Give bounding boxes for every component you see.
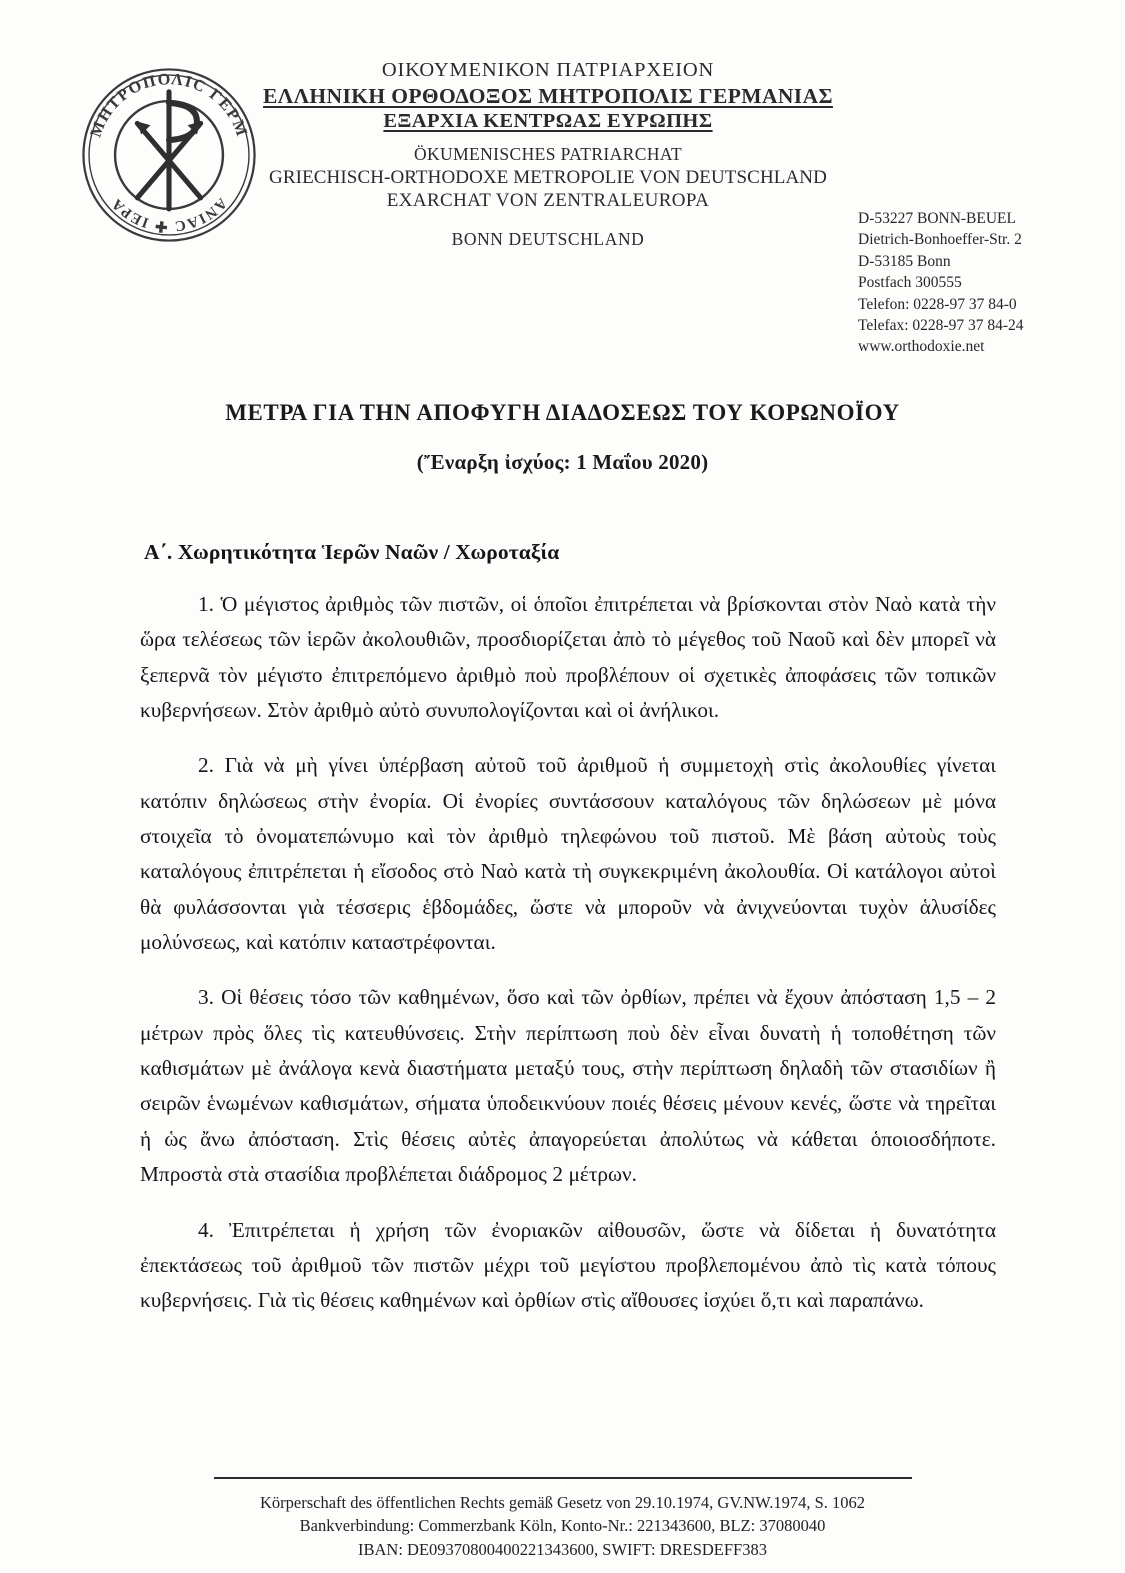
page-footer (0, 1477, 1125, 1561)
address-line-postcode-city: D-53227 BONN-BEUEL (858, 210, 1016, 227)
orthodox-metropolis-seal-icon (76, 62, 262, 248)
organization-names (248, 58, 848, 250)
document-subtitle: (Ἔναρξη ἰσχύος: 1 Μαΐου 2020) (416, 450, 709, 474)
letterhead (0, 0, 1125, 356)
org-german-line-2: GRIECHISCH-ORTHODOXE METROPOLIE VON DEUTSCHLAND (269, 166, 827, 188)
svg-text:ANIAC ✚ IEPA: ANIAC ✚ IEPA (108, 194, 230, 235)
contact-address-block (858, 208, 1024, 358)
body-paragraph-1: 1. Ὁ μέγιστος ἀριθμὸς τῶν πιστῶν, οἱ ὁποῖοι ἐπιτρέπεται νὰ βρίσκονται στὸν Ναὸ κατὰ τὴν ὥρα τελέσεως τῶν ἱερῶν ἀκολουθιῶν, προσδιορίζεται ἀπὸ τὸ μέγεθος τοῦ Ναοῦ καὶ δὲν μπορεῖ νὰ ξεπερνᾶ τὸν μέγιστο ἐπιτρεπόμενο ἀριθμὸ ποὺ προβλέπουν οἱ σχετικὲς ἀποφάσεις τῶν τοπικῶν κυβερνήσεων. Στὸν ἀριθμὸ αὐτὸ συνυπολογίζονται καὶ οἱ ἀνήλικοι. (140, 592, 996, 723)
svg-text:ΜΗΤΡΟΠΟΛΙC ΓΕΡΜ: ΜΗΤΡΟΠΟΛΙC ΓΕΡΜ (86, 70, 252, 140)
body-paragraph-3: 3. Οἱ θέσεις τόσο τῶν καθημένων, ὅσο καὶ τῶν ὀρθίων, πρέπει νὰ ἔχουν ἀπόσταση 1,5 – 2 μέτρων πρὸς ὅλες τὶς κατευθύνσεις. Στὴν περίπτωση ποὺ δὲν εἶναι δυνατὴ ἡ τοποθέτηση τῶν καθισμάτων μὲ ἀνάλογα κενὰ διαστήματα μεταξύ τους, στὴν περίπτωση δηλαδὴ τῶν στασιδίων ἢ σειρῶν ἑνωμένων καθισμάτων, σήματα ὑποδεικνύουν ποιές θέσεις μένουν κενές, ὥστε νὰ τηρεῖται ἡ ὡς ἄνω ἀπόσταση. Στὶς θέσεις αὐτὲς ἀπαγορεύεται ἀπολύτως νὰ κάθεται ὁποιοσδήποτε. Μπροστὰ στὰ στασίδια προβλέπεται διάδρομος 2 μέτρων. (140, 985, 996, 1187)
section-heading-a: Α΄. Χωρητικότητα Ἱερῶν Ναῶν / Χωροταξία (144, 540, 560, 564)
footer-legal-line: Körperschaft des öffentlichen Rechts gemäß Gesetz von 29.10.1974, GV.NW.1974, S. 1062 (259, 1492, 866, 1512)
address-line-street: Dietrich-Bonhoeffer-Str. 2 (858, 231, 1022, 249)
org-greek-line-1: ΟΙΚΟΥΜΕΝΙΚΟΝ ΠΑΤΡΙΑΡΧΕΙΟΝ (381, 59, 715, 81)
address-line-telephone: Telefon: 0228-97 37 84-0 (858, 295, 1017, 313)
body-paragraph-4: 4. Ἐπιτρέπεται ἡ χρήση τῶν ἐνοριακῶν αἰθουσῶν, ὥστε νὰ δίδεται ἡ δυνατότητα ἐπεκτάσεως τοῦ ἀριθμοῦ τῶν πιστῶν μέχρι τοῦ μεγίστου προβλεπομένου ἀπὸ τὶς κατὰ τόπους κυβερνήσεις. Γιὰ τὶς θέσεις καθημένων καὶ ὀρθίων στὶς αἴθουσες ἰσχύει ὅ,τι καὶ παραπάνω. (140, 1217, 996, 1313)
address-line-postfach: Postfach 300555 (858, 274, 962, 292)
footer-divider (214, 1477, 912, 1479)
address-line-website[interactable]: www.orthodoxie.net (858, 338, 985, 356)
footer-bank-line: Bankverbindung: Commerzbank Köln, Konto-Nr.: 221343600, BLZ: 37080040 (299, 1516, 826, 1536)
address-line-telefax: Telefax: 0228-97 37 84-24 (858, 316, 1024, 334)
address-line-postcode-bonn: D-53185 Bonn (858, 252, 951, 270)
document-title: ΜΕΤΡΑ ΓΙΑ ΤΗΝ ΑΠΟΦΥΓΗ ΔΙΑΔΟΣΕΩΣ ΤΟΥ ΚΟΡΩΝΟΪΟΥ (225, 400, 900, 425)
document-body (140, 540, 996, 1319)
org-german-line-3: EXARCHAT VON ZENTRALEUROPA (386, 189, 710, 211)
org-greek-line-2: ΕΛΛΗΝΙΚΗ ΟΡΘΟΔΟΞΟΣ ΜΗΤΡΟΠΟΛΙΣ ΓΕΡΜΑΝΙΑΣ (263, 84, 833, 108)
org-german-line-1: ÖKUMENISCHES PATRIARCHAT (413, 144, 683, 165)
org-city-line: BONN DEUTSCHLAND (451, 228, 645, 249)
org-greek-line-3: ΕΞΑΡΧΙΑ ΚΕΝΤΡΩΑΣ ΕΥΡΩΠΗΣ (383, 110, 713, 133)
footer-iban-line: IBAN: DE09370800400221343600, SWIFT: DRESDEFF383 (358, 1539, 767, 1559)
body-paragraph-2: 2. Γιὰ νὰ μὴ γίνει ὑπέρβαση αὐτοῦ τοῦ ἀριθμοῦ ἡ συμμετοχὴ στὶς ἀκολουθίες γίνεται κατόπιν δηλώσεως στὴν ἐνορία. Οἱ ἐνορίες συντάσσουν καταλόγους τῶν δηλώσεων μὲ μόνα στοιχεῖα τὸ ὀνοματεπώνυμο καὶ τὸν ἀριθμὸ τηλεφώνου τοῦ πιστοῦ. Μὲ βάση αὐτοὺς τοὺς καταλόγους ἐπιτρέπεται ἡ εἴσοδος στὸ Ναὸ κατὰ τὴ συγκεκριμένη ἀκολουθία. Οἱ κατάλογοι αὐτοὶ θὰ φυλάσσονται γιὰ τέσσερις ἑβδομάδες, ὥστε νὰ μποροῦν νὰ ἀνιχνεύονται τυχὸν ἁλυσίδες μολύνσεως, καὶ κατόπιν καταστρέφονται. (140, 753, 996, 955)
